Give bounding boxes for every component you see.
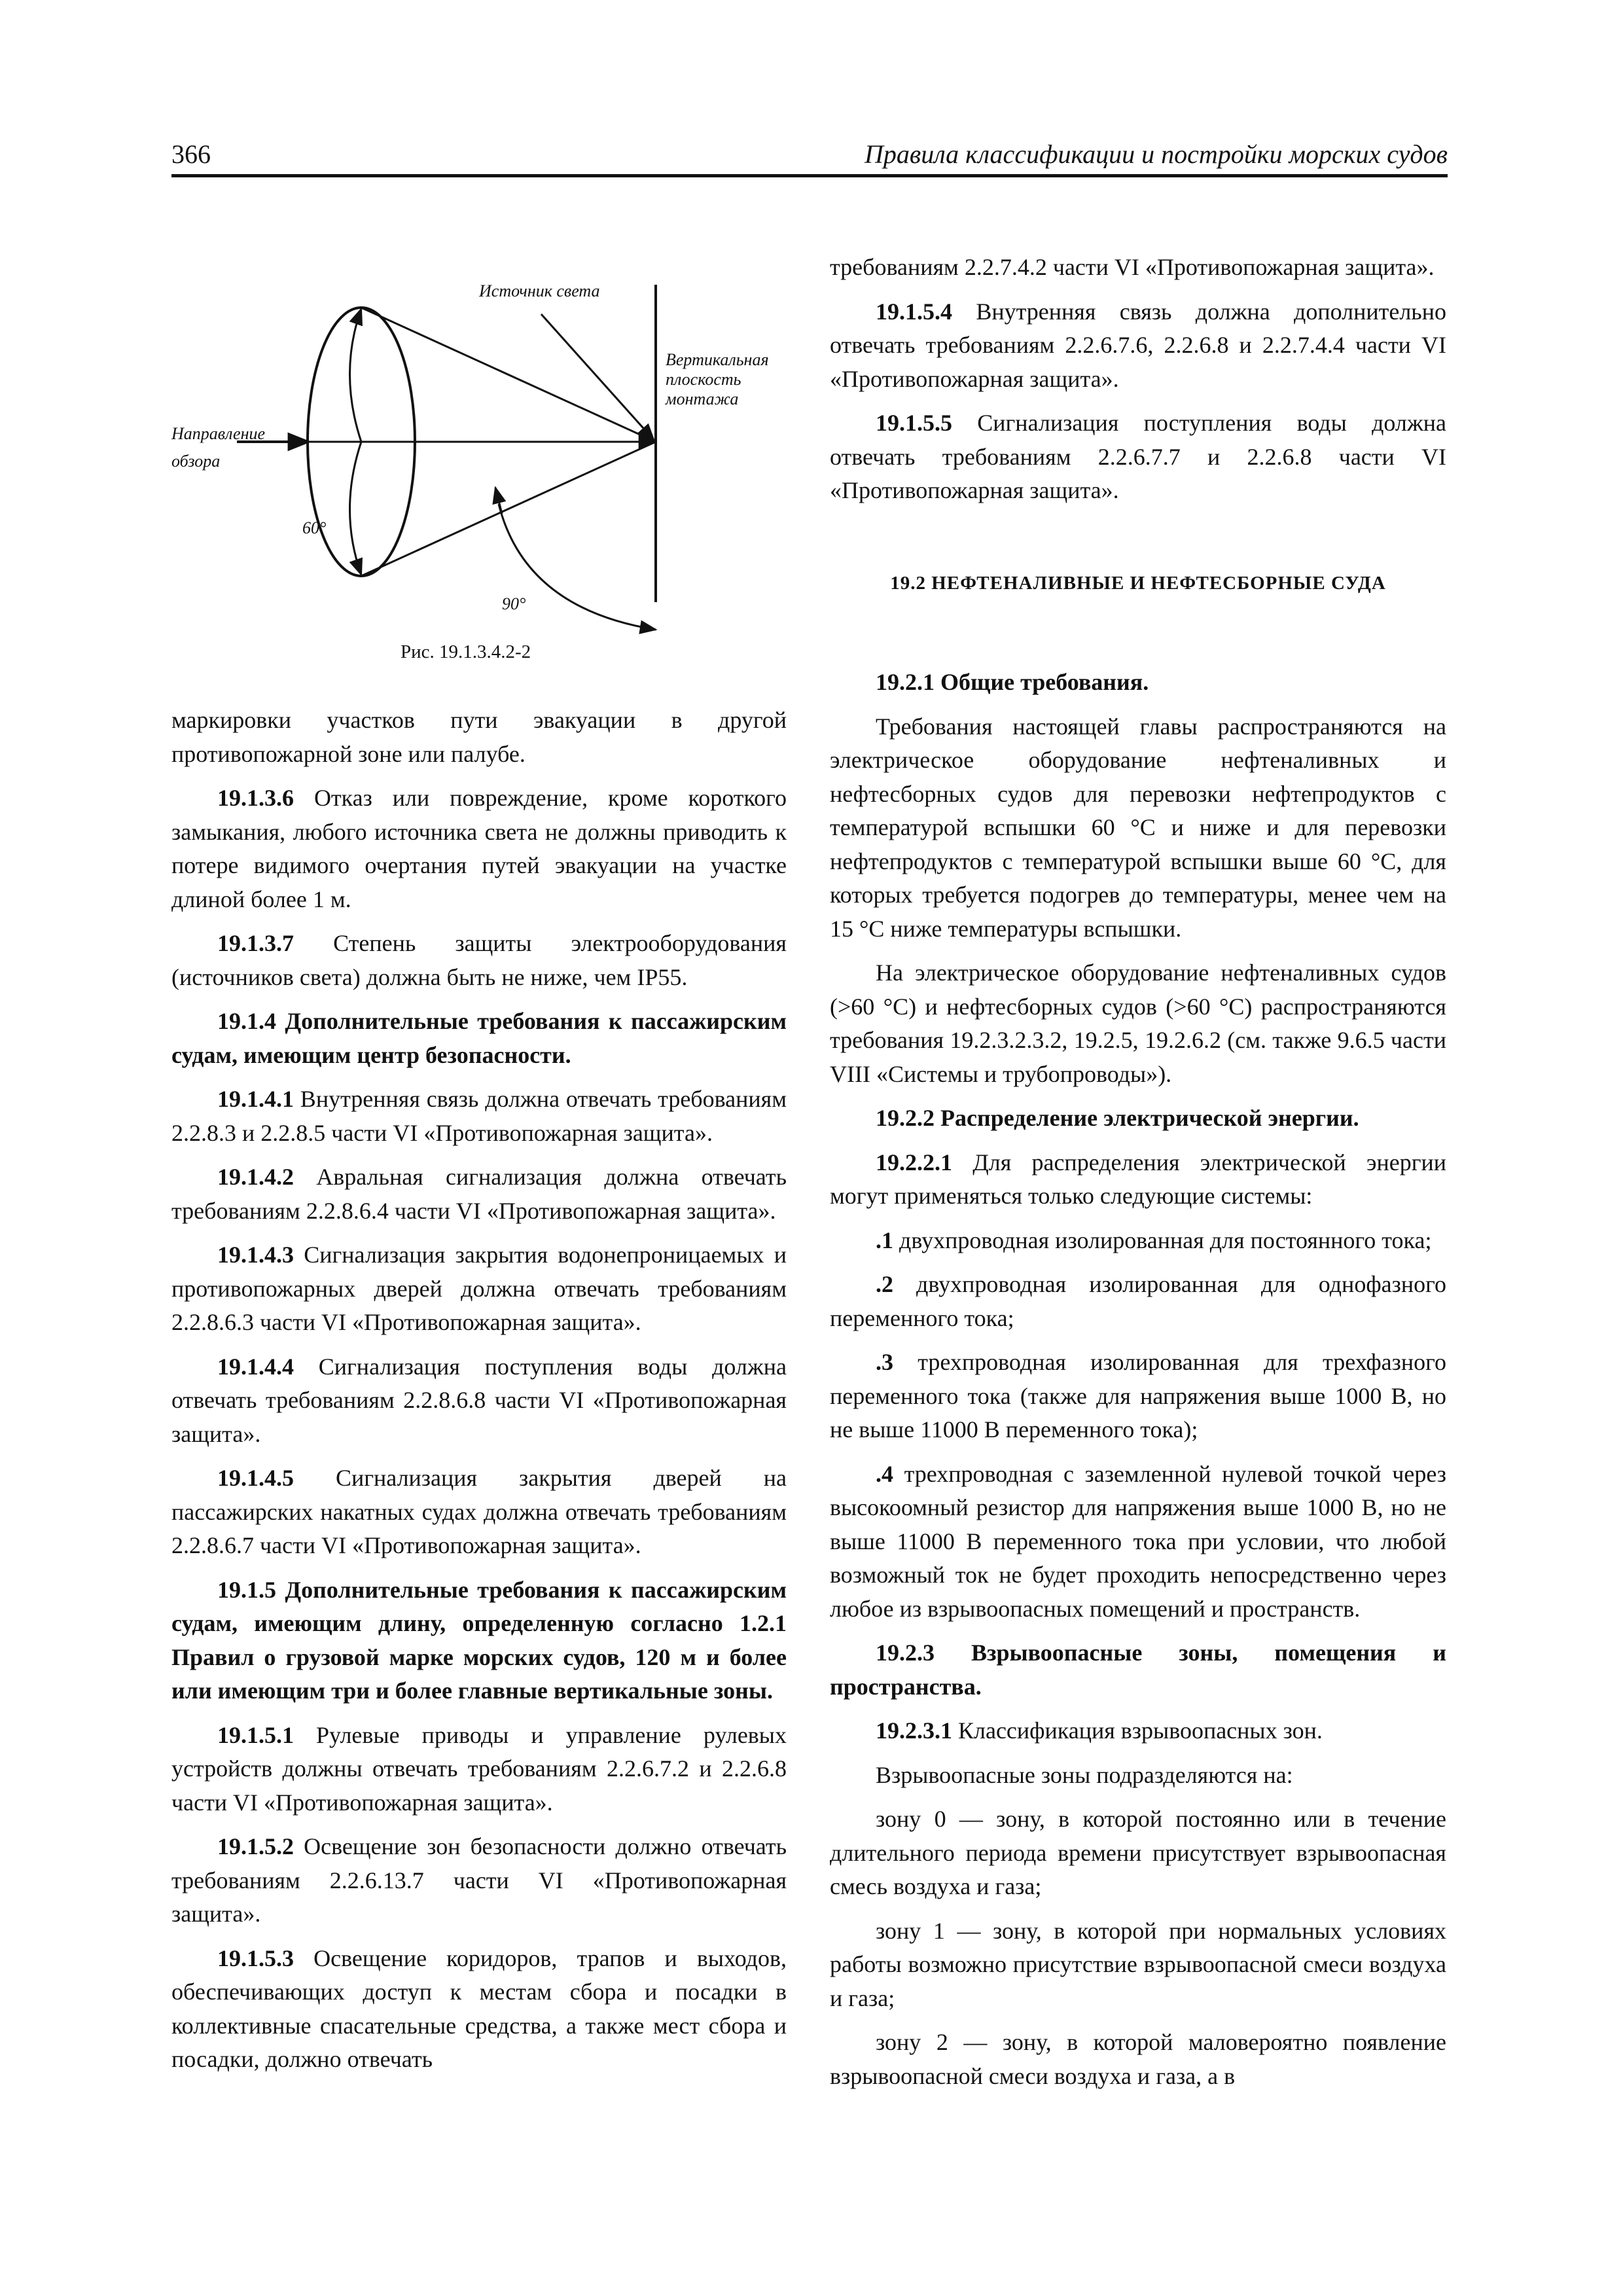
paragraph (171, 1238, 787, 1340)
paragraph (171, 1830, 787, 1931)
clause-number: 19.1.3.6 (217, 785, 294, 811)
paragraph-text: Рулевые приводы и управление рулевых устройств должны отвечать требованиям 2.2.6.7.2 и 2.2.6.8 части VI «Противопожарная защита». (171, 1721, 787, 1816)
paragraph-text: Классификация взрывоопасных зон. (952, 1717, 1323, 1744)
label-vertical-plane-line1: Вертикальная (666, 350, 769, 369)
section-subheading: 19.1.4 Дополнительные требования к пассажирским судам, имеющим центр безопасности. (171, 1008, 787, 1068)
paragraph (830, 1803, 1446, 1904)
paragraph-text: маркировки участков пути эвакуации в другой противопожарной зоне или палубе. (171, 707, 787, 767)
clause-number: 19.1.5.4 (876, 298, 952, 325)
paragraph (171, 1350, 787, 1452)
section-subheading: 19.1.5 Дополнительные требования к пассажирским судам, имеющим длину, определенную согласно 1.2.1 Правил о грузовой марке морских судов, 120 м и более или имеющим три и более главные вертикальные зоны. (171, 1576, 787, 1704)
paragraph (830, 1714, 1446, 1748)
clause-number: .1 (876, 1227, 893, 1253)
paragraph (171, 927, 787, 994)
label-view-direction (171, 424, 265, 471)
paragraph-text: Внутренняя связь должна отвечать требованиям 2.2.8.3 и 2.2.8.5 части VI «Противопожарная защита». (171, 1086, 787, 1146)
clause-number: 19.1.5.5 (876, 410, 952, 436)
paragraph-text: трехпроводная с заземленной нулевой точкой через высокоомный резистор для напряжения выше 1000 В, но не выше 11000 В переменного тока при условии, что любой возможный ток не будет проходить непосредственно через любое из взрывоопасных помещений и пространств. (830, 1460, 1446, 1622)
paragraph-text: Сигнализация поступления воды должна отвечать требованиям 2.2.6.7.7 и 2.2.6.8 части VI «Противопожарная защита». (830, 410, 1446, 503)
clause-number: 19.1.5.1 (217, 1721, 294, 1748)
figure (171, 262, 800, 681)
paragraph-text: Сигнализация поступления воды должна отвечать требованиям 2.2.8.6.8 части VI «Противопожарная защита». (171, 1353, 787, 1447)
page-number: 366 (171, 139, 211, 169)
paragraph (171, 781, 787, 916)
label-vertical-plane-line3: монтажа (666, 389, 739, 408)
paragraph (830, 710, 1446, 946)
clause-number: 19.1.5.2 (217, 1833, 294, 1859)
paragraph (171, 1942, 787, 2077)
clause-number: 19.2.2.1 (876, 1149, 952, 1175)
section-heading: 19.2 НЕФТЕНАЛИВНЫЕ И НЕФТЕСБОРНЫЕ СУДА (890, 572, 1386, 594)
angle-60-arc-lower (350, 442, 362, 575)
paragraph-text: двухпроводная изолированная для однофазного переменного тока; (830, 1271, 1446, 1331)
header-divider (171, 174, 1448, 177)
paragraph-text: требованиям 2.2.7.4.2 части VI «Противопожарная защита». (830, 254, 1435, 280)
paragraph (830, 956, 1446, 1091)
paragraph-text: Взрывоопасные зоны подразделяются на: (876, 1761, 1293, 1788)
paragraph (830, 295, 1446, 397)
clause-number: 19.1.3.7 (217, 930, 294, 956)
paragraph (830, 1346, 1446, 1447)
paragraph-text: Сигнализация закрытия дверей на пассажирских накатных судах должна отвечать требованиям 2.2.8.6.7 части VI «Противопожарная защита». (171, 1465, 787, 1558)
angle-90-arrowhead-stem (495, 488, 502, 514)
cone-lower-edge (361, 442, 656, 576)
paragraph-text: Авральная сигнализация должна отвечать требованиям 2.2.8.6.4 части VI «Противопожарная защита». (171, 1164, 787, 1224)
clause-number: .3 (876, 1349, 893, 1375)
paragraph (171, 1083, 787, 1150)
section-subheading: 19.2.2 Распределение электрической энергии. (876, 1105, 1359, 1131)
paragraph (830, 1759, 1446, 1793)
angle-60-arc-upper (350, 309, 362, 442)
figure-diagram (171, 262, 800, 681)
paragraph-text: На электрическое оборудование нефтеналивных судов (>60 °С) и нефтесборных судов (>60 °С) распространяются требования 19.2.3.2.3.2, 19.2.5, 19.2.6.2 (см. также 9.6.5 части VIII «Системы и трубопроводы»). (830, 960, 1446, 1087)
light-source-arrow (541, 314, 654, 440)
label-angle-60: 60° (302, 518, 327, 537)
clause-number: 19.2.3.1 (876, 1717, 952, 1744)
paragraph-text: Освещение коридоров, трапов и выходов, обеспечивающих доступ к местам сбора и посадки в коллективные спасательные средства, а также мест сбора и посадки, должно отвечать (171, 1945, 787, 2072)
clause-number: 19.1.4.1 (217, 1086, 294, 1112)
paragraph-text: зону 1 — зону, в которой при нормальных условиях работы возможно присутствие взрывоопасной смеси воздуха и газа; (830, 1917, 1446, 2011)
paragraph-text: трехпроводная изолированная для трехфазного переменного тока (также для напряжения выше 1000 В, но не выше 11000 В переменного тока); (830, 1349, 1446, 1443)
paragraph (171, 1719, 787, 1820)
paragraph-text: Требования настоящей главы распространяются на электрическое оборудование нефтеналивных и нефтесборных судов для перевозки нефтепродуктов с температурой вспышки 60 °С и ниже и для перевозки нефтепродуктов с температурой вспышки выше 60 °С, для которых требуется подогрев до температуры, менее чем на 15 °С ниже температуры вспышки. (830, 713, 1446, 942)
paragraph (830, 1146, 1446, 1213)
paragraph (830, 2026, 1446, 2093)
clause-number: 19.1.4.2 (217, 1164, 294, 1190)
paragraph (830, 406, 1446, 508)
label-view-direction-line2: обзора (171, 452, 221, 471)
clause-number: 19.1.4.3 (217, 1242, 294, 1268)
clause-number: .4 (876, 1460, 893, 1487)
paragraph-text: Степень защиты электрооборудования (источников света) должна быть не ниже, чем IP55. (171, 930, 787, 990)
right-column (830, 251, 1446, 2093)
section-subheading: 19.2.1 Общие требования. (876, 669, 1149, 695)
label-light-source: Источник света (479, 281, 600, 300)
clause-number: 19.1.4.5 (217, 1465, 294, 1491)
label-vertical-plane (666, 350, 769, 409)
clause-number: 19.1.5.3 (217, 1945, 294, 1971)
paragraph-text: Внутренняя связь должна дополнительно отвечать требованиям 2.2.6.7.6, 2.2.6.8 и 2.2.7.4.4 части VI «Противопожарная защита». (830, 298, 1446, 392)
paragraph (830, 1224, 1446, 1258)
paragraph-text: зону 0 — зону, в которой постоянно или в течение длительного периода времени присутствует взрывоопасная смесь воздуха и газа; (830, 1806, 1446, 1899)
paragraph (830, 1458, 1446, 1626)
paragraph (830, 1268, 1446, 1335)
paragraph-text: Отказ или повреждение, кроме короткого замыкания, любого источника света не должны приводить к потере видимого очертания путей эвакуации на участке длиной более 1 м. (171, 785, 787, 912)
clause-number: 19.1.4.4 (217, 1353, 294, 1380)
section-subheading: 19.2.3 Взрывоопасные зоны, помещения и пространства. (830, 1640, 1446, 1700)
paragraph-text: двухпроводная изолированная для постоянного тока; (893, 1227, 1432, 1253)
label-angle-90: 90° (502, 594, 526, 613)
running-title: Правила классификации и постройки морских судов (864, 139, 1448, 169)
paragraph-text: Для распределения электрической энергии могут применяться только следующие системы: (830, 1149, 1446, 1209)
left-column (171, 704, 787, 2077)
paragraph (171, 1462, 787, 1563)
paragraph (830, 1914, 1446, 2016)
paragraph-text: Освещение зон безопасности должно отвечать требованиям 2.2.6.13.7 части VI «Противопожарная защита». (171, 1833, 787, 1927)
paragraph (171, 704, 787, 771)
paragraph-text: зону 2 — зону, в которой маловероятно появление взрывоопасной смеси воздуха и газа, а в (830, 2029, 1446, 2089)
label-vertical-plane-line2: плоскость (666, 370, 741, 389)
paragraph (171, 1160, 787, 1228)
clause-number: .2 (876, 1271, 893, 1297)
paragraph (830, 251, 1446, 285)
cone-upper-edge (361, 308, 656, 442)
label-view-direction-line1: Направление (171, 424, 266, 443)
paragraph-text: Сигнализация закрытия водонепроницаемых и противопожарных дверей должна отвечать требованиям 2.2.8.6.3 части VI «Противопожарная защита». (171, 1242, 787, 1335)
figure-caption: Рис. 19.1.3.4.2-2 (401, 641, 531, 662)
